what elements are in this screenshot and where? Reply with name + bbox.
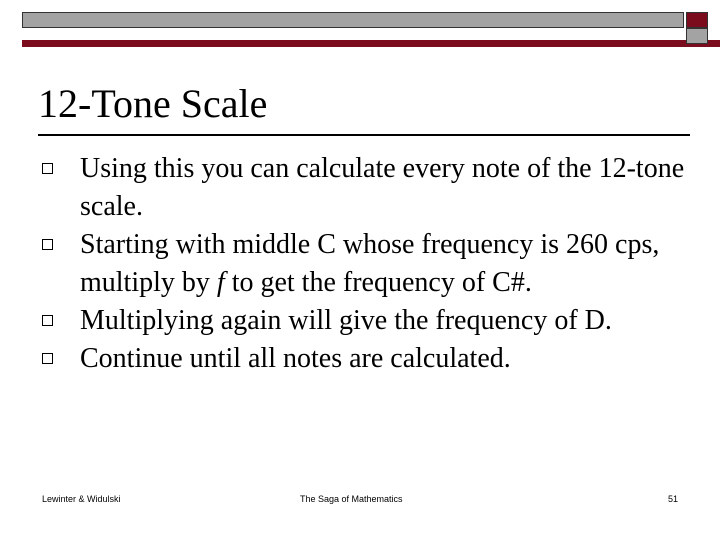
bullet-list <box>38 150 698 378</box>
bullet-item <box>38 302 698 340</box>
slide-title: 12-Tone Scale <box>38 81 268 126</box>
square-bullet-icon <box>42 163 53 174</box>
page-number: 51 <box>668 494 679 504</box>
bullet-text: Using this you can calculate every note of the 12-tone scale. <box>80 153 685 222</box>
top-bar-gray-strip <box>22 12 684 28</box>
bullet-text: Continue until all notes are calculated. <box>80 343 511 374</box>
title-underline <box>38 134 690 136</box>
footer-authors: Lewinter & Widulski <box>42 494 121 504</box>
bullet-item <box>38 150 698 226</box>
bullet-text: Starting with middle C whose frequency is 260 cps, multiply by f to get the frequency of C#. <box>80 229 660 298</box>
square-bullet-icon <box>42 315 53 326</box>
top-bar-maroon-square <box>686 12 708 28</box>
footer-title: The Saga of Mathematics <box>300 494 403 504</box>
top-bar-maroon-strip <box>22 40 720 47</box>
bullet-text: Multiplying again will give the frequency of D. <box>80 305 612 336</box>
bullet-item <box>38 226 698 302</box>
decorative-top-bar <box>22 12 708 36</box>
square-bullet-icon <box>42 239 53 250</box>
top-bar-gray-square <box>686 28 708 44</box>
square-bullet-icon <box>42 353 53 364</box>
italic-f: f <box>216 267 225 298</box>
bullet-item <box>38 340 698 378</box>
